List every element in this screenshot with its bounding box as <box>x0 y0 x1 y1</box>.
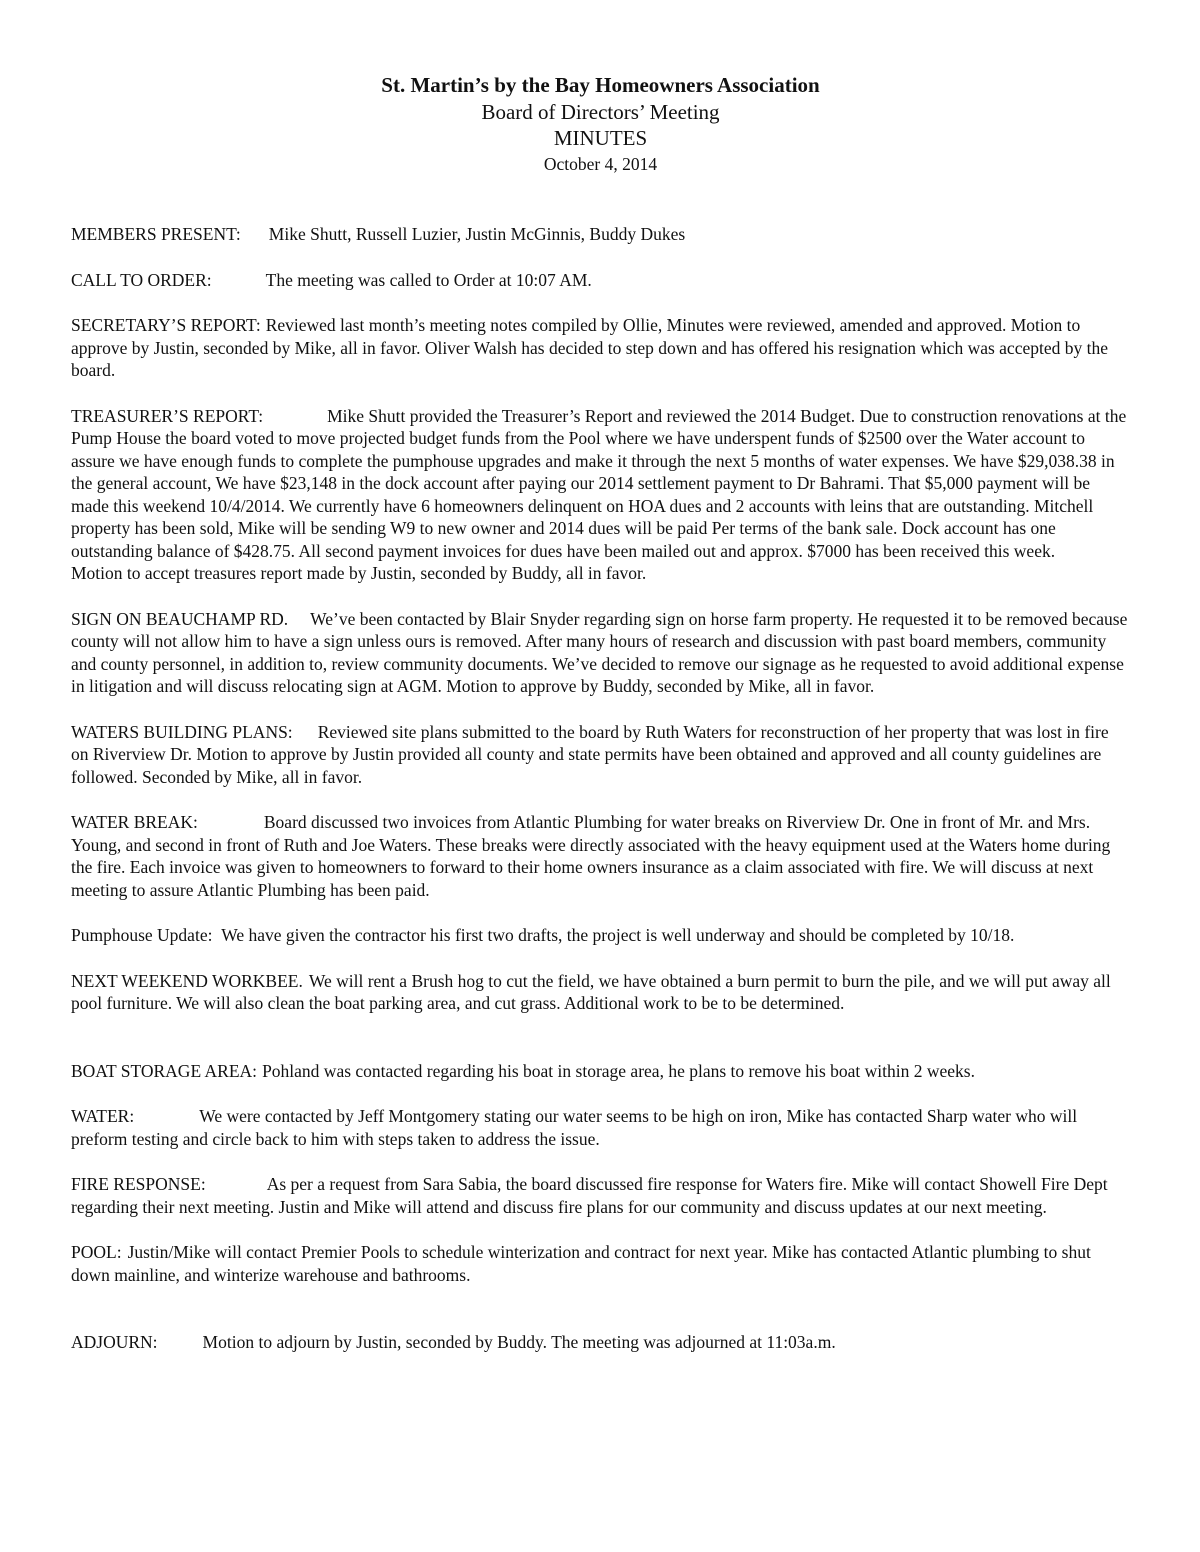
section-label: SECRETARY’S REPORT: <box>71 315 261 335</box>
adjourn-section <box>71 1331 1130 1354</box>
section-label: ADJOURN: <box>71 1332 158 1352</box>
section-text: Mike Shutt, Russell Luzier, Justin McGinnis, Buddy Dukes <box>268 224 686 244</box>
waters-building-plans-section <box>71 721 1130 789</box>
pool-section <box>71 1241 1130 1286</box>
meeting-title: Board of Directors’ Meeting <box>481 100 720 124</box>
secretary-report-section <box>71 314 1130 382</box>
workbee-section <box>71 970 1130 1015</box>
section-text: Mike Shutt provided the Treasurer’s Report and reviewed the 2014 Budget. Due to construction renovations at the Pump House the board voted to move projected budget funds from the Pool where we have underspent funds of $2500 over the Water account to assure we have enough funds to complete the pumphouse upgrades and make it through the next 5 months of water expenses. We have $29,038.38 in the general account, We have $23,148 in the dock account after paying our 2014 settlement payment to Dr Bahrami. That $5,000 payment will be made this weekend 10/4/2014. We currently have 6 homeowners delinquent on HOA dues and 2 accounts with leins that are outstanding. Mitchell property has been sold, Mike will be sending W9 to new owner and 2014 dues will be paid Per terms of the bank sale. Dock account has one outstanding balance of $428.75. All second payment invoices for dues have been mailed out and approx. $7000 has been received this week. <box>71 405 1127 561</box>
section-text: The meeting was called to Order at 10:07 AM. <box>265 269 592 290</box>
treasurer-motion: Motion to accept treasures report made by Justin, seconded by Buddy, all in favor. <box>71 563 647 583</box>
section-label: Pumphouse Update: <box>71 925 213 945</box>
section-text: Justin/Mike will contact Premier Pools to schedule winterization and contract for next year. Mike has contacted Atlantic plumbing to shut down mainline, and winterize warehouse and bathrooms. <box>71 1242 1091 1285</box>
water-break-section <box>71 811 1130 901</box>
section-text: We’ve been contacted by Blair Snyder regarding sign on horse farm property. He requested it to be removed because county will not allow him to have a sign unless ours is removed. After many hours of research and discussion with past board members, community and county personnel, in addition to, review community documents. We’ve decided to remove our signage as he requested to avoid additional expense in litigation and will discuss relocating sign at AGM. Motion to approve by Buddy, seconded by Mike, all in favor. <box>71 608 1128 696</box>
section-label: CALL TO ORDER: <box>71 269 212 290</box>
members-present-section <box>71 223 1130 246</box>
minutes-heading: MINUTES <box>553 126 648 150</box>
section-label: WATERS BUILDING PLANS: <box>71 721 293 742</box>
section-text: Motion to adjourn by Justin, seconded by Buddy. The meeting was adjourned at 11:03a.m. <box>202 1332 836 1352</box>
water-section <box>71 1105 1130 1150</box>
section-text: We were contacted by Jeff Montgomery stating our water seems to be high on iron, Mike has contacted Sharp water who will preform testing and circle back to him with steps taken to address the issue. <box>71 1106 1078 1149</box>
section-text: We will rent a Brush hog to cut the field, we have obtained a burn permit to burn the pile, and we will put away all pool furniture. We will also clean the boat parking area, and cut grass. Additional work to be to be determined. <box>71 970 1111 1013</box>
sign-section <box>71 608 1130 698</box>
call-to-order-section <box>71 269 1130 292</box>
section-label: BOAT STORAGE AREA: <box>71 1060 258 1081</box>
section-text: As per a request from Sara Sabia, the board discussed fire response for Waters fire. Mike will contact Showell Fire Dept regarding their next meeting. Justin and Mike will attend and discuss fire plans for our community and discuss updates at our next meeting. <box>71 1174 1108 1217</box>
fire-response-section <box>71 1173 1130 1218</box>
pumphouse-update-section <box>71 924 1130 947</box>
section-label: WATER BREAK: <box>71 812 198 832</box>
section-label: NEXT WEEKEND WORKBEE. <box>71 970 303 991</box>
boat-storage-section <box>71 1060 1130 1083</box>
organization-title: St. Martin’s by the Bay Homeowners Association <box>381 73 820 97</box>
document-header <box>71 72 1130 176</box>
section-text: Pohland was contacted regarding his boat in storage area, he plans to remove his boat within 2 weeks. <box>262 1060 975 1081</box>
section-label: POOL: <box>71 1242 122 1262</box>
section-label: SIGN ON BEAUCHAMP RD. <box>71 608 289 629</box>
treasurer-report-section <box>71 405 1130 585</box>
meeting-date: October 4, 2014 <box>543 154 658 174</box>
section-text: We have given the contractor his first two drafts, the project is well underway and should be completed by 10/18. <box>221 925 1015 945</box>
section-label: MEMBERS PRESENT: <box>71 224 241 244</box>
section-text: Reviewed site plans submitted to the board by Ruth Waters for reconstruction of her property that was lost in fire on Riverview Dr. Motion to approve by Justin provided all county and state permits have been obtained and approved and all county guidelines are followed. Seconded by Mike, all in favor. <box>71 721 1109 787</box>
section-label: FIRE RESPONSE: <box>71 1174 206 1194</box>
section-label: WATER: <box>71 1106 135 1126</box>
section-label: TREASURER’S REPORT: <box>71 405 264 426</box>
section-text: Board discussed two invoices from Atlantic Plumbing for water breaks on Riverview Dr. One in front of Mr. and Mrs. Young, and second in front of Ruth and Joe Waters. These breaks were directly associated with the heavy equipment used at the Waters home during the fire. Each invoice was given to homeowners to forward to their home owners insurance as a claim associated with fire. We will discuss at next meeting to assure Atlantic Plumbing has been paid. <box>71 812 1111 900</box>
section-text: Reviewed last month’s meeting notes compiled by Ollie, Minutes were reviewed, amended and approved. Motion to approve by Justin, seconded by Mike, all in favor. Oliver Walsh has decided to step down and has offered his resignation which was accepted by the board. <box>71 315 1108 380</box>
